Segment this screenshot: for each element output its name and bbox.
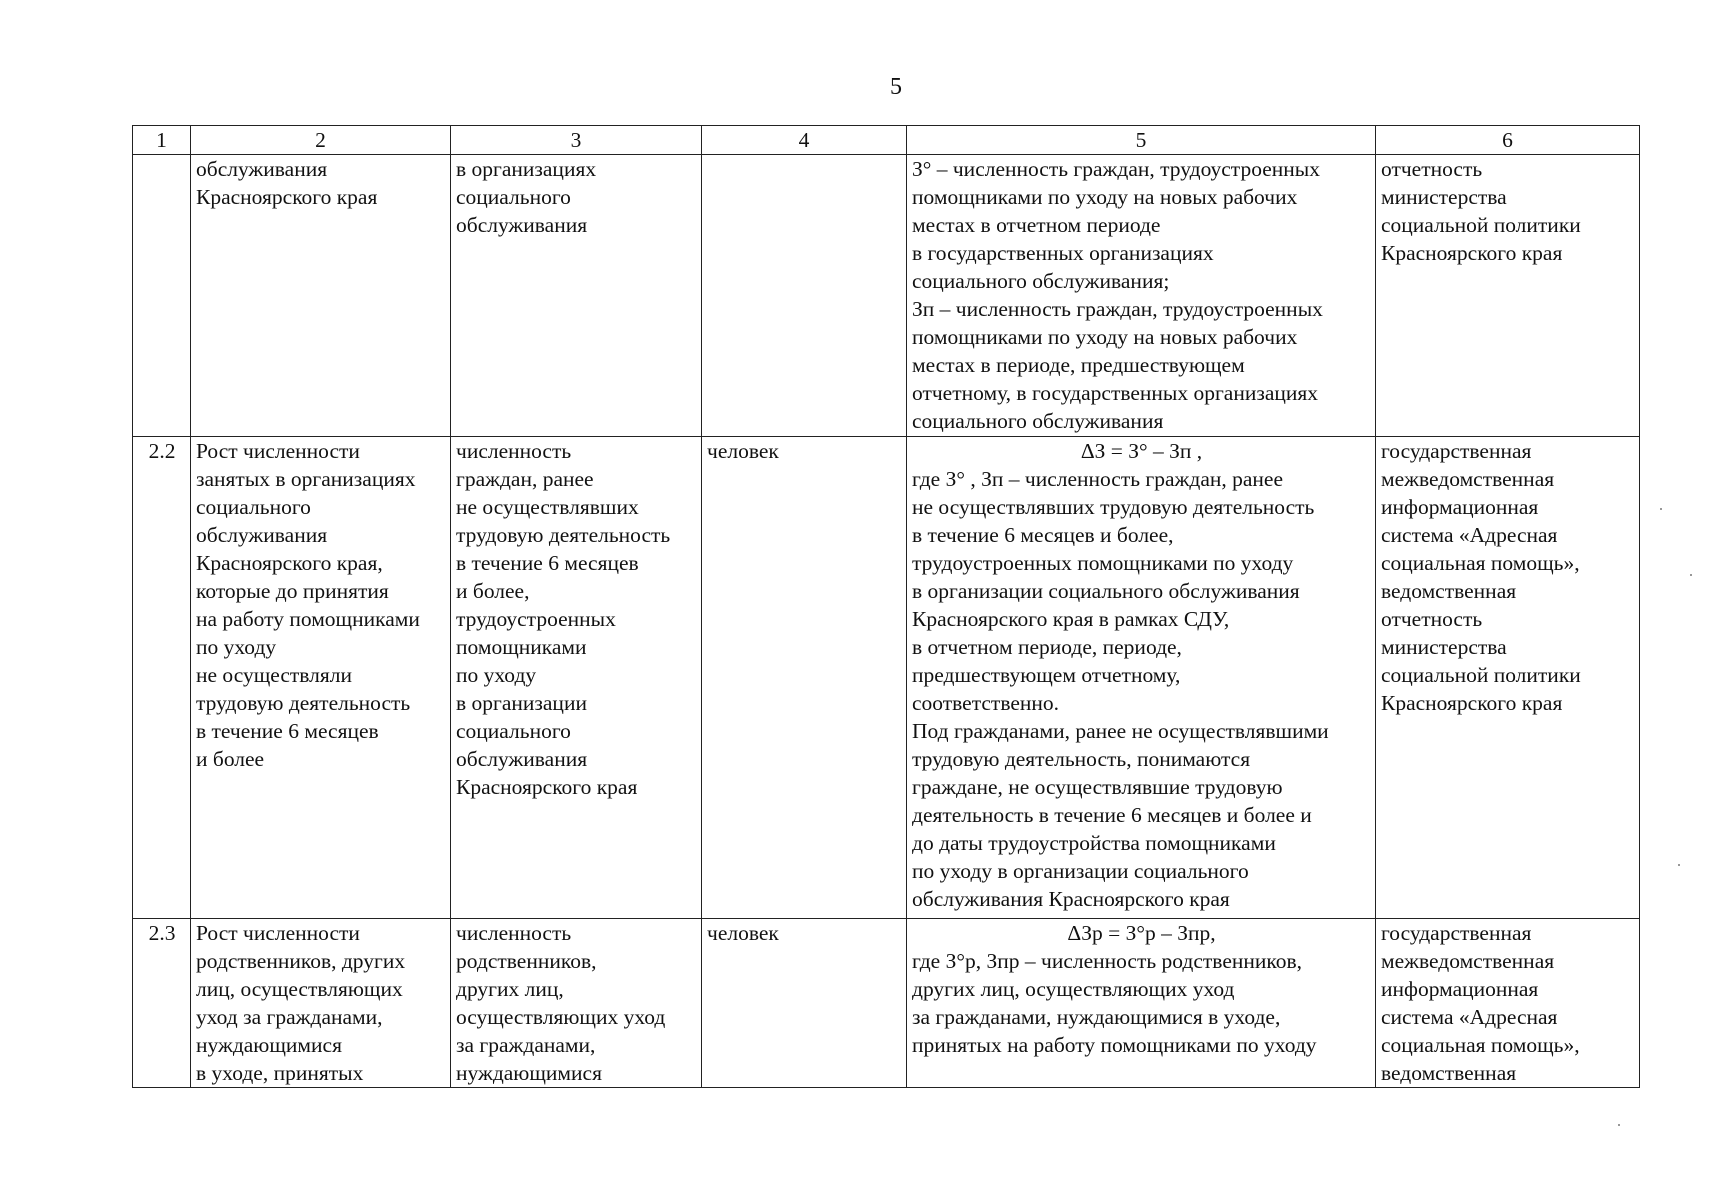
row-number: 2.3 (133, 919, 191, 1088)
definition-cell: численность граждан, ранее не осуществлявших трудовую деятельность в течение 6 месяцев и более, трудоустроенных помощниками по уходу в организации социального обслуживания Красноярского края (451, 437, 702, 919)
unit-cell: человек (702, 437, 907, 919)
column-header: 1 (133, 126, 191, 155)
column-header: 3 (451, 126, 702, 155)
method-text: где З° , Зп – численность граждан, ранее не осуществлявших трудовую деятельность в течение 6 месяцев и более, трудоустроенных помощниками по уходу в организации социального обслуживания Красноярского края в рамках СДУ, в отчетном периоде, периоде, предшествующем отчетному, соответственно. Под гражданами, ранее не осуществлявшими трудовую деятельность, понимаются граждане, не осуществлявшие трудовую деятельность в течение 6 месяцев и более и до даты трудоустройства помощниками по уходу в организации социального обслуживания Красноярского края (912, 467, 1329, 911)
source-cell: государственная межведомственная информационная система «Адресная социальная помощь», ведомственная отчетность министерства социальной политики Красноярского края (1376, 437, 1640, 919)
formula: ΔЗр = З°р – Зпр, (1067, 921, 1216, 945)
table-row (133, 437, 1640, 919)
source-cell: государственная межведомственная информационная система «Адресная социальная помощь», ведомственная (1376, 919, 1640, 1088)
scan-speck (1660, 508, 1662, 510)
table-row (133, 919, 1640, 1088)
scan-speck (1618, 1124, 1620, 1126)
indicators-table (132, 125, 1640, 1088)
method-cell (907, 919, 1376, 1088)
table-header-row (133, 126, 1640, 155)
definition-cell: численность родственников, других лиц, осуществляющих уход за гражданами, нуждающимися (451, 919, 702, 1088)
unit-cell: человек (702, 919, 907, 1088)
column-header: 5 (907, 126, 1376, 155)
column-header: 4 (702, 126, 907, 155)
definition-cell: в организациях социального обслуживания (451, 155, 702, 437)
row-number (133, 155, 191, 437)
method-text: З° – численность граждан, трудоустроенных помощниками по уходу на новых рабочих местах в отчетном периоде в государственных организациях социального обслуживания; Зп – численность граждан, трудоустроенных помощниками по уходу на новых рабочих местах в периоде, предшествующем отчетному, в государственных организациях социального обслуживания (912, 157, 1323, 433)
row-number: 2.2 (133, 437, 191, 919)
source-cell: отчетность министерства социальной политики Красноярского края (1376, 155, 1640, 437)
indicator-cell: Рост численности занятых в организациях социального обслуживания Красноярского края, которые до принятия на работу помощниками по уходу не осуществляли трудовую деятельность в течение 6 месяцев и более (191, 437, 451, 919)
scan-speck (1678, 864, 1680, 866)
indicator-cell: Рост численности родственников, других лиц, осуществляющих уход за гражданами, нуждающимися в уходе, принятых (191, 919, 451, 1088)
table-row (133, 155, 1640, 437)
page-number: 5 (890, 74, 902, 100)
indicator-cell: обслуживания Красноярского края (191, 155, 451, 437)
method-cell (907, 437, 1376, 919)
formula: ΔЗ = З° – Зп , (1080, 439, 1203, 463)
scan-speck (1690, 574, 1692, 576)
unit-cell (702, 155, 907, 437)
method-text: где З°р, Зпр – численность родственников, других лиц, осуществляющих уход за гражданами, нуждающимися в уходе, принятых на работу помощниками по уходу (912, 949, 1317, 1057)
column-header: 6 (1376, 126, 1640, 155)
column-header: 2 (191, 126, 451, 155)
method-cell (907, 155, 1376, 437)
